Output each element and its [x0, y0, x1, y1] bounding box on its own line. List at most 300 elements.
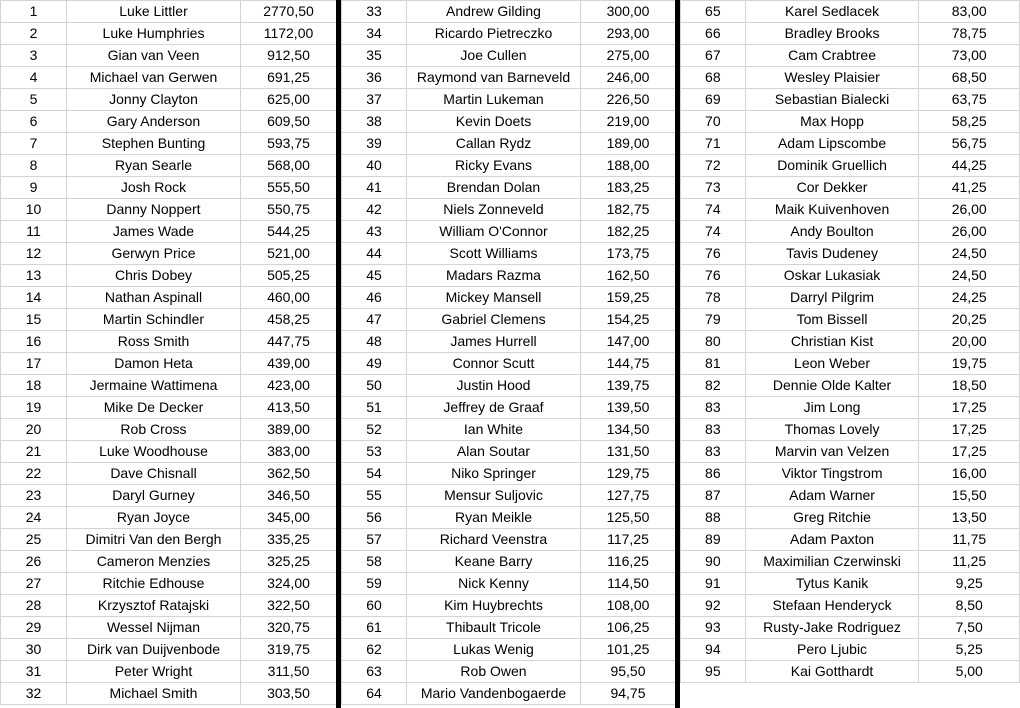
rank-cell[interactable]: 12	[1, 243, 67, 265]
rank-cell[interactable]: 49	[342, 353, 407, 375]
player-name-cell[interactable]: Josh Rock	[67, 177, 241, 199]
rank-cell[interactable]: 30	[1, 639, 67, 661]
rank-cell[interactable]: 29	[1, 617, 67, 639]
points-cell[interactable]: 139,75	[581, 375, 676, 397]
points-cell[interactable]: 26,00	[919, 221, 1020, 243]
rank-cell[interactable]: 58	[342, 551, 407, 573]
rank-cell[interactable]: 86	[681, 463, 746, 485]
player-name-cell[interactable]: Darryl Pilgrim	[745, 287, 919, 309]
player-name-cell[interactable]: Dimitri Van den Bergh	[67, 529, 241, 551]
points-cell[interactable]: 129,75	[581, 463, 676, 485]
player-name-cell[interactable]: Kevin Doets	[407, 111, 581, 133]
player-name-cell[interactable]: Viktor Tingstrom	[745, 463, 919, 485]
points-cell[interactable]: 83,00	[919, 1, 1020, 23]
rank-cell[interactable]: 83	[681, 441, 746, 463]
points-cell[interactable]: 609,50	[241, 111, 337, 133]
points-cell[interactable]: 26,00	[919, 199, 1020, 221]
points-cell[interactable]: 162,50	[581, 265, 676, 287]
points-cell[interactable]: 127,75	[581, 485, 676, 507]
points-cell[interactable]: 173,75	[581, 243, 676, 265]
player-name-cell[interactable]: Nick Kenny	[407, 573, 581, 595]
player-name-cell[interactable]: Damon Heta	[67, 353, 241, 375]
player-name-cell[interactable]: Ryan Meikle	[407, 507, 581, 529]
rank-cell[interactable]: 44	[342, 243, 407, 265]
points-cell[interactable]: 19,75	[919, 353, 1020, 375]
rank-cell[interactable]: 22	[1, 463, 67, 485]
player-name-cell[interactable]: Nathan Aspinall	[67, 287, 241, 309]
points-cell[interactable]: 56,75	[919, 133, 1020, 155]
rank-cell[interactable]: 21	[1, 441, 67, 463]
rank-cell[interactable]: 40	[342, 155, 407, 177]
points-cell[interactable]: 58,25	[919, 111, 1020, 133]
rank-cell[interactable]: 59	[342, 573, 407, 595]
rank-cell[interactable]: 24	[1, 507, 67, 529]
points-cell[interactable]: 275,00	[581, 45, 676, 67]
rank-cell[interactable]: 83	[681, 419, 746, 441]
rank-cell[interactable]: 31	[1, 661, 67, 683]
rank-cell[interactable]: 46	[342, 287, 407, 309]
table-row	[1, 573, 337, 595]
points-cell[interactable]: 44,25	[919, 155, 1020, 177]
player-name-cell[interactable]: Bradley Brooks	[745, 23, 919, 45]
player-name-cell[interactable]: James Hurrell	[407, 331, 581, 353]
points-cell[interactable]: 94,75	[581, 683, 676, 705]
rank-cell[interactable]: 9	[1, 177, 67, 199]
player-name-cell[interactable]: Mario Vandenbogaerde	[407, 683, 581, 705]
points-cell[interactable]: 24,50	[919, 243, 1020, 265]
table-row	[1, 177, 337, 199]
rank-cell[interactable]: 33	[342, 1, 407, 23]
rank-cell[interactable]: 26	[1, 551, 67, 573]
points-cell[interactable]: 625,00	[241, 89, 337, 111]
table-row	[342, 661, 676, 683]
player-name-cell[interactable]: Gian van Veen	[67, 45, 241, 67]
rank-cell[interactable]: 89	[681, 529, 746, 551]
player-name-cell[interactable]: Maximilian Czerwinski	[745, 551, 919, 573]
rank-cell[interactable]: 78	[681, 287, 746, 309]
table-row	[1, 683, 337, 705]
rank-cell[interactable]: 15	[1, 309, 67, 331]
player-name-cell[interactable]: Wessel Nijman	[67, 617, 241, 639]
player-name-cell[interactable]: Rusty-Jake Rodriguez	[745, 617, 919, 639]
points-cell[interactable]: 593,75	[241, 133, 337, 155]
player-name-cell[interactable]: Richard Veenstra	[407, 529, 581, 551]
player-name-cell[interactable]: Mike De Decker	[67, 397, 241, 419]
points-cell[interactable]: 7,50	[919, 617, 1020, 639]
rank-cell[interactable]: 87	[681, 485, 746, 507]
player-name-cell[interactable]: Sebastian Bialecki	[745, 89, 919, 111]
rank-cell[interactable]: 23	[1, 485, 67, 507]
rank-cell[interactable]: 48	[342, 331, 407, 353]
rank-cell[interactable]: 61	[342, 617, 407, 639]
points-cell[interactable]: 320,75	[241, 617, 337, 639]
points-cell[interactable]: 325,25	[241, 551, 337, 573]
points-cell[interactable]: 106,25	[581, 617, 676, 639]
points-cell[interactable]: 16,00	[919, 463, 1020, 485]
points-cell[interactable]: 41,25	[919, 177, 1020, 199]
points-cell[interactable]: 335,25	[241, 529, 337, 551]
points-cell[interactable]: 544,25	[241, 221, 337, 243]
points-cell[interactable]: 219,00	[581, 111, 676, 133]
player-name-cell[interactable]: Niels Zonneveld	[407, 199, 581, 221]
points-cell[interactable]: 460,00	[241, 287, 337, 309]
player-name-cell[interactable]: Ian White	[407, 419, 581, 441]
rank-cell[interactable]: 69	[681, 89, 746, 111]
points-cell[interactable]: 101,25	[581, 639, 676, 661]
player-name-cell[interactable]: Ricardo Pietreczko	[407, 23, 581, 45]
player-name-cell[interactable]: Keane Barry	[407, 551, 581, 573]
player-name-cell[interactable]: Cor Dekker	[745, 177, 919, 199]
points-cell[interactable]: 423,00	[241, 375, 337, 397]
player-name-cell[interactable]: Gerwyn Price	[67, 243, 241, 265]
player-name-cell[interactable]: Tavis Dudeney	[745, 243, 919, 265]
points-cell[interactable]: 131,50	[581, 441, 676, 463]
player-name-cell[interactable]: Greg Ritchie	[745, 507, 919, 529]
points-cell[interactable]: 95,50	[581, 661, 676, 683]
points-cell[interactable]: 182,75	[581, 199, 676, 221]
player-name-cell[interactable]: Jermaine Wattimena	[67, 375, 241, 397]
points-cell[interactable]: 300,00	[581, 1, 676, 23]
rank-cell[interactable]: 65	[681, 1, 746, 23]
rank-cell[interactable]: 25	[1, 529, 67, 551]
player-name-cell[interactable]: Adam Warner	[745, 485, 919, 507]
rank-cell[interactable]: 34	[342, 23, 407, 45]
points-cell[interactable]: 114,50	[581, 573, 676, 595]
rank-cell[interactable]: 64	[342, 683, 407, 705]
rank-cell[interactable]: 1	[1, 1, 67, 23]
table-row	[342, 243, 676, 265]
player-name-cell[interactable]: Luke Woodhouse	[67, 441, 241, 463]
rank-cell[interactable]: 56	[342, 507, 407, 529]
points-cell[interactable]: 362,50	[241, 463, 337, 485]
rank-cell[interactable]: 55	[342, 485, 407, 507]
rank-cell[interactable]: 47	[342, 309, 407, 331]
player-name-cell[interactable]: Dave Chisnall	[67, 463, 241, 485]
points-cell[interactable]: 18,50	[919, 375, 1020, 397]
points-cell[interactable]: 246,00	[581, 67, 676, 89]
player-name-cell[interactable]: Cam Crabtree	[745, 45, 919, 67]
rank-cell[interactable]: 71	[681, 133, 746, 155]
player-name-cell[interactable]: Ricky Evans	[407, 155, 581, 177]
player-name-cell[interactable]: Mensur Suljovic	[407, 485, 581, 507]
rank-cell[interactable]: 6	[1, 111, 67, 133]
rank-cell[interactable]: 42	[342, 199, 407, 221]
rank-cell[interactable]: 36	[342, 67, 407, 89]
points-cell[interactable]: 311,50	[241, 661, 337, 683]
points-cell[interactable]: 63,75	[919, 89, 1020, 111]
player-name-cell[interactable]: Luke Littler	[67, 1, 241, 23]
points-cell[interactable]: 568,00	[241, 155, 337, 177]
table-row	[681, 89, 1020, 111]
rank-cell[interactable]: 52	[342, 419, 407, 441]
rank-cell[interactable]: 11	[1, 221, 67, 243]
player-name-cell[interactable]: Daryl Gurney	[67, 485, 241, 507]
rank-cell[interactable]: 94	[681, 639, 746, 661]
points-cell[interactable]: 20,00	[919, 331, 1020, 353]
player-name-cell[interactable]: Rob Owen	[407, 661, 581, 683]
rank-cell[interactable]: 4	[1, 67, 67, 89]
rank-cell[interactable]: 20	[1, 419, 67, 441]
points-cell[interactable]: 226,50	[581, 89, 676, 111]
rank-cell[interactable]: 70	[681, 111, 746, 133]
points-cell[interactable]: 20,25	[919, 309, 1020, 331]
points-cell[interactable]: 5,00	[919, 661, 1020, 683]
player-name-cell[interactable]: Dominik Gruellich	[745, 155, 919, 177]
rank-cell[interactable]: 73	[681, 177, 746, 199]
points-cell[interactable]: 159,25	[581, 287, 676, 309]
rank-cell[interactable]: 79	[681, 309, 746, 331]
rank-cell[interactable]: 32	[1, 683, 67, 705]
table-row	[342, 375, 676, 397]
points-cell[interactable]: 345,00	[241, 507, 337, 529]
rank-cell[interactable]: 92	[681, 595, 746, 617]
rank-cell[interactable]: 5	[1, 89, 67, 111]
player-name-cell[interactable]: William O'Connor	[407, 221, 581, 243]
points-cell[interactable]: 13,50	[919, 507, 1020, 529]
player-name-cell[interactable]: Michael Smith	[67, 683, 241, 705]
player-name-cell[interactable]: Marvin van Velzen	[745, 441, 919, 463]
points-cell[interactable]: 183,25	[581, 177, 676, 199]
table-row	[1, 221, 337, 243]
rank-cell[interactable]: 72	[681, 155, 746, 177]
player-name-cell[interactable]: Dennie Olde Kalter	[745, 375, 919, 397]
points-cell[interactable]: 147,00	[581, 331, 676, 353]
rank-cell[interactable]: 57	[342, 529, 407, 551]
player-name-cell[interactable]: James Wade	[67, 221, 241, 243]
player-name-cell[interactable]: Chris Dobey	[67, 265, 241, 287]
points-cell[interactable]: 458,25	[241, 309, 337, 331]
rank-cell[interactable]: 82	[681, 375, 746, 397]
rank-cell[interactable]: 7	[1, 133, 67, 155]
points-cell[interactable]: 17,25	[919, 441, 1020, 463]
player-name-cell[interactable]: Christian Kist	[745, 331, 919, 353]
rank-cell[interactable]: 51	[342, 397, 407, 419]
rank-cell[interactable]: 43	[342, 221, 407, 243]
player-name-cell[interactable]: Cameron Menzies	[67, 551, 241, 573]
rank-cell[interactable]: 39	[342, 133, 407, 155]
points-cell[interactable]: 912,50	[241, 45, 337, 67]
player-name-cell[interactable]: Rob Cross	[67, 419, 241, 441]
rank-cell[interactable]: 54	[342, 463, 407, 485]
points-cell[interactable]: 117,25	[581, 529, 676, 551]
player-name-cell[interactable]: Jim Long	[745, 397, 919, 419]
player-name-cell[interactable]: Madars Razma	[407, 265, 581, 287]
player-name-cell[interactable]: Raymond van Barneveld	[407, 67, 581, 89]
player-name-cell[interactable]: Alan Soutar	[407, 441, 581, 463]
points-cell[interactable]: 303,50	[241, 683, 337, 705]
points-cell[interactable]: 389,00	[241, 419, 337, 441]
player-name-cell[interactable]: Karel Sedlacek	[745, 1, 919, 23]
points-cell[interactable]: 550,75	[241, 199, 337, 221]
rank-cell[interactable]: 16	[1, 331, 67, 353]
points-cell[interactable]: 189,00	[581, 133, 676, 155]
player-name-cell[interactable]: Gary Anderson	[67, 111, 241, 133]
rank-cell[interactable]: 68	[681, 67, 746, 89]
player-name-cell[interactable]: Andy Boulton	[745, 221, 919, 243]
player-name-cell[interactable]: Stephen Bunting	[67, 133, 241, 155]
rank-cell[interactable]: 66	[681, 23, 746, 45]
rank-cell[interactable]: 50	[342, 375, 407, 397]
rank-cell[interactable]: 83	[681, 397, 746, 419]
player-name-cell[interactable]: Max Hopp	[745, 111, 919, 133]
rank-cell[interactable]: 19	[1, 397, 67, 419]
points-cell[interactable]: 15,50	[919, 485, 1020, 507]
points-cell[interactable]: 182,25	[581, 221, 676, 243]
table-row	[342, 89, 676, 111]
rank-cell[interactable]: 18	[1, 375, 67, 397]
player-name-cell[interactable]: Gabriel Clemens	[407, 309, 581, 331]
points-cell[interactable]: 322,50	[241, 595, 337, 617]
rank-cell[interactable]: 62	[342, 639, 407, 661]
rank-cell[interactable]: 45	[342, 265, 407, 287]
points-cell[interactable]: 8,50	[919, 595, 1020, 617]
player-name-cell[interactable]: Scott Williams	[407, 243, 581, 265]
points-cell[interactable]: 447,75	[241, 331, 337, 353]
rank-cell[interactable]: 8	[1, 155, 67, 177]
player-name-cell[interactable]: Kai Gotthardt	[745, 661, 919, 683]
player-name-cell[interactable]: Leon Weber	[745, 353, 919, 375]
rank-cell[interactable]: 60	[342, 595, 407, 617]
rank-cell[interactable]: 81	[681, 353, 746, 375]
points-cell[interactable]: 293,00	[581, 23, 676, 45]
rank-cell[interactable]: 38	[342, 111, 407, 133]
player-name-cell[interactable]: Ritchie Edhouse	[67, 573, 241, 595]
player-name-cell[interactable]: Stefaan Henderyck	[745, 595, 919, 617]
rank-cell[interactable]: 67	[681, 45, 746, 67]
player-name-cell[interactable]: Peter Wright	[67, 661, 241, 683]
table-row	[342, 353, 676, 375]
points-cell[interactable]: 144,75	[581, 353, 676, 375]
rank-cell[interactable]: 53	[342, 441, 407, 463]
points-cell[interactable]: 24,50	[919, 265, 1020, 287]
points-cell[interactable]: 11,75	[919, 529, 1020, 551]
points-cell[interactable]: 324,00	[241, 573, 337, 595]
rank-cell[interactable]: 41	[342, 177, 407, 199]
points-cell[interactable]: 139,50	[581, 397, 676, 419]
player-name-cell[interactable]: Lukas Wenig	[407, 639, 581, 661]
rank-cell[interactable]: 3	[1, 45, 67, 67]
points-cell[interactable]: 17,25	[919, 397, 1020, 419]
points-cell[interactable]: 108,00	[581, 595, 676, 617]
player-name-cell[interactable]: Mickey Mansell	[407, 287, 581, 309]
player-name-cell[interactable]: Michael van Gerwen	[67, 67, 241, 89]
player-name-cell[interactable]: Dirk van Duijvenbode	[67, 639, 241, 661]
points-cell[interactable]: 134,50	[581, 419, 676, 441]
table-row	[342, 485, 676, 507]
rank-cell[interactable]: 80	[681, 331, 746, 353]
points-cell[interactable]: 11,25	[919, 551, 1020, 573]
points-cell[interactable]: 78,75	[919, 23, 1020, 45]
player-name-cell[interactable]: Tytus Kanik	[745, 573, 919, 595]
rank-cell[interactable]: 74	[681, 199, 746, 221]
player-name-cell[interactable]: Thibault Tricole	[407, 617, 581, 639]
points-cell[interactable]: 188,00	[581, 155, 676, 177]
points-cell[interactable]: 439,00	[241, 353, 337, 375]
points-cell[interactable]: 505,25	[241, 265, 337, 287]
rank-cell[interactable]: 90	[681, 551, 746, 573]
points-cell[interactable]: 413,50	[241, 397, 337, 419]
rank-cell[interactable]: 37	[342, 89, 407, 111]
points-cell[interactable]: 1172,00	[241, 23, 337, 45]
player-name-cell[interactable]: Jeffrey de Graaf	[407, 397, 581, 419]
rank-cell[interactable]: 14	[1, 287, 67, 309]
points-cell[interactable]: 691,25	[241, 67, 337, 89]
points-cell[interactable]: 319,75	[241, 639, 337, 661]
rank-cell[interactable]: 76	[681, 243, 746, 265]
rank-cell[interactable]: 95	[681, 661, 746, 683]
player-name-cell[interactable]: Brendan Dolan	[407, 177, 581, 199]
points-cell[interactable]: 5,25	[919, 639, 1020, 661]
player-name-cell[interactable]: Ross Smith	[67, 331, 241, 353]
table-row	[681, 309, 1020, 331]
points-cell[interactable]: 17,25	[919, 419, 1020, 441]
rank-cell[interactable]: 2	[1, 23, 67, 45]
points-cell[interactable]: 154,25	[581, 309, 676, 331]
rank-cell[interactable]: 28	[1, 595, 67, 617]
player-name-cell[interactable]: Tom Bissell	[745, 309, 919, 331]
points-cell[interactable]: 68,50	[919, 67, 1020, 89]
player-name-cell[interactable]: Callan Rydz	[407, 133, 581, 155]
player-name-cell[interactable]: Adam Lipscombe	[745, 133, 919, 155]
rank-cell[interactable]: 76	[681, 265, 746, 287]
player-name-cell[interactable]: Connor Scutt	[407, 353, 581, 375]
player-name-cell[interactable]: Martin Lukeman	[407, 89, 581, 111]
ranking-table	[0, 0, 337, 705]
rank-cell[interactable]: 63	[342, 661, 407, 683]
player-name-cell[interactable]: Danny Noppert	[67, 199, 241, 221]
player-name-cell[interactable]: Jonny Clayton	[67, 89, 241, 111]
player-name-cell[interactable]: Ryan Joyce	[67, 507, 241, 529]
points-cell[interactable]: 125,50	[581, 507, 676, 529]
player-name-cell[interactable]: Pero Ljubic	[745, 639, 919, 661]
player-name-cell[interactable]: Oskar Lukasiak	[745, 265, 919, 287]
rank-cell[interactable]: 88	[681, 507, 746, 529]
player-name-cell[interactable]: Martin Schindler	[67, 309, 241, 331]
player-name-cell[interactable]: Joe Cullen	[407, 45, 581, 67]
table-row	[1, 67, 337, 89]
points-cell[interactable]: 555,50	[241, 177, 337, 199]
player-name-cell[interactable]: Luke Humphries	[67, 23, 241, 45]
table-row	[681, 529, 1020, 551]
points-cell[interactable]: 383,00	[241, 441, 337, 463]
player-name-cell[interactable]: Wesley Plaisier	[745, 67, 919, 89]
rank-cell[interactable]: 93	[681, 617, 746, 639]
points-cell[interactable]: 24,25	[919, 287, 1020, 309]
rank-cell[interactable]: 27	[1, 573, 67, 595]
player-name-cell[interactable]: Niko Springer	[407, 463, 581, 485]
rank-cell[interactable]: 10	[1, 199, 67, 221]
rank-cell[interactable]: 35	[342, 45, 407, 67]
rank-cell[interactable]: 74	[681, 221, 746, 243]
points-cell[interactable]: 116,25	[581, 551, 676, 573]
rank-cell[interactable]: 91	[681, 573, 746, 595]
rank-cell[interactable]: 13	[1, 265, 67, 287]
player-name-cell[interactable]: Adam Paxton	[745, 529, 919, 551]
points-cell[interactable]: 73,00	[919, 45, 1020, 67]
player-name-cell[interactable]: Justin Hood	[407, 375, 581, 397]
player-name-cell[interactable]: Andrew Gilding	[407, 1, 581, 23]
player-name-cell[interactable]: Ryan Searle	[67, 155, 241, 177]
points-cell[interactable]: 521,00	[241, 243, 337, 265]
player-name-cell[interactable]: Kim Huybrechts	[407, 595, 581, 617]
points-cell[interactable]: 9,25	[919, 573, 1020, 595]
points-cell[interactable]: 346,50	[241, 485, 337, 507]
player-name-cell[interactable]: Thomas Lovely	[745, 419, 919, 441]
player-name-cell[interactable]: Krzysztof Ratajski	[67, 595, 241, 617]
points-cell[interactable]: 2770,50	[241, 1, 337, 23]
rank-cell[interactable]: 17	[1, 353, 67, 375]
player-name-cell[interactable]: Maik Kuivenhoven	[745, 199, 919, 221]
